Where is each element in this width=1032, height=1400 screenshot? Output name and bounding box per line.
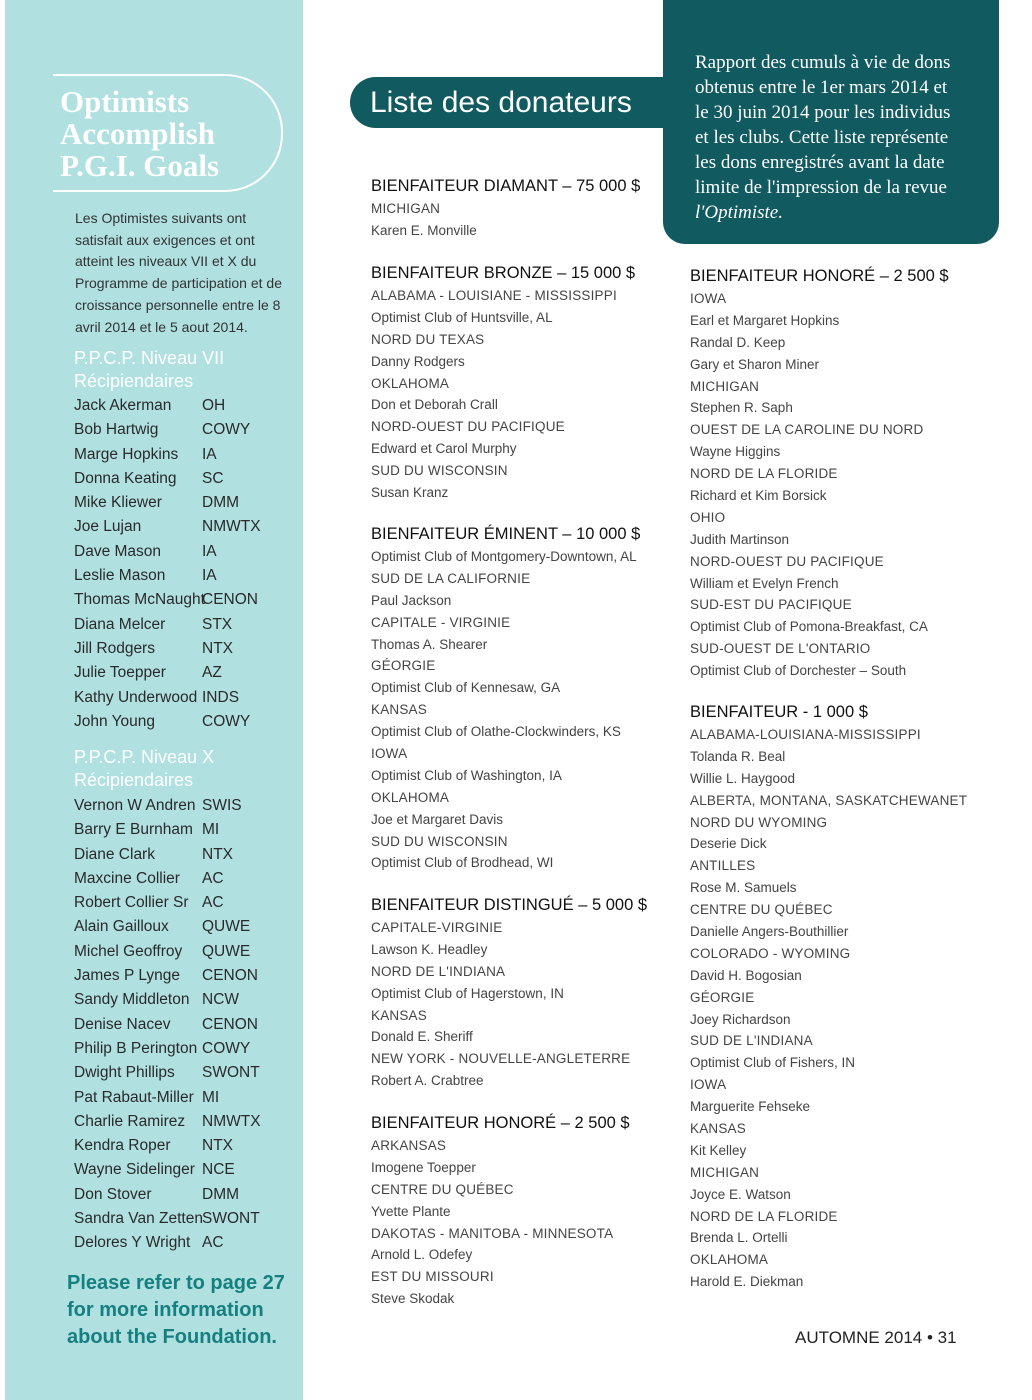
sidebar-title-line: P.G.I. Goals bbox=[60, 148, 220, 183]
district-code: NTX bbox=[202, 845, 233, 863]
donor-list bbox=[371, 1135, 681, 1310]
donor-name: Optimist Club of Hagerstown, IN bbox=[371, 985, 564, 1001]
heading-line: Récipiendaires bbox=[74, 371, 194, 391]
foundation-note bbox=[67, 1270, 307, 1351]
donor-name: Karen E. Monville bbox=[371, 222, 477, 238]
recipient-name: Mike Kliewer bbox=[74, 494, 162, 512]
donor-name: Optimist Club of Brodhead, WI bbox=[371, 855, 554, 871]
district-code: SC bbox=[202, 469, 224, 487]
donor-name: Wayne Higgins bbox=[690, 444, 781, 460]
district-code: MI bbox=[202, 1088, 220, 1106]
donor-name: Richard et Kim Borsick bbox=[690, 488, 827, 504]
recipient-row bbox=[74, 915, 261, 939]
recipient-row bbox=[74, 467, 261, 491]
info-line: obtenus entre le 1er mars 2014 et bbox=[695, 77, 948, 98]
donor-column-left bbox=[371, 0, 671, 1320]
donor-name: Danielle Angers-Bouthillier bbox=[690, 924, 849, 940]
donor-name: Arnold L. Odefey bbox=[371, 1247, 473, 1263]
recipient-name: Delores Y Wright bbox=[74, 1234, 191, 1252]
recipient-name: Wayne Sidelinger bbox=[74, 1161, 195, 1179]
district-code: IA bbox=[202, 445, 217, 463]
donor-section bbox=[371, 893, 681, 1092]
region-label: OKLAHOMA bbox=[690, 1252, 769, 1268]
district-code: NCE bbox=[202, 1161, 235, 1179]
region-label: IOWA bbox=[371, 746, 408, 762]
recipient-row bbox=[74, 1037, 261, 1061]
recipient-row bbox=[74, 515, 261, 539]
recipient-name: Maxcine Collier bbox=[74, 869, 180, 887]
recipient-name: Kendra Roper bbox=[74, 1137, 171, 1155]
donor-name: Optimist Club of Huntsville, AL bbox=[371, 309, 553, 325]
recipient-row bbox=[74, 1061, 261, 1085]
heading-line: P.P.C.P. Niveau X bbox=[74, 747, 215, 767]
district-code: SWIS bbox=[202, 797, 242, 814]
donor-name: Optimist Club of Dorchester – South bbox=[690, 663, 907, 679]
recipient-row bbox=[74, 491, 261, 515]
page-footer: AUTOMNE 2014 • 31 bbox=[795, 1328, 957, 1347]
recipient-name: Michel Geoffroy bbox=[74, 942, 183, 960]
region-label: CENTRE DU QUÉBEC bbox=[371, 1181, 514, 1197]
donor-name: Optimist Club of Olathe-Clockwinders, KS bbox=[371, 724, 621, 740]
region-label: OHIO bbox=[690, 509, 726, 525]
district-code: INDS bbox=[202, 688, 240, 706]
section-heading: BIENFAITEUR - 1 000 $ bbox=[690, 703, 868, 721]
donor-name: Susan Kranz bbox=[371, 485, 449, 501]
recipient-name: Denise Nacev bbox=[74, 1015, 171, 1033]
recipient-name: Don Stover bbox=[74, 1185, 152, 1203]
recipient-name: Marge Hopkins bbox=[74, 445, 179, 463]
donor-list bbox=[690, 288, 1000, 682]
donor-name: Gary et Sharon Miner bbox=[690, 356, 820, 372]
district-code: NCW bbox=[202, 991, 240, 1009]
recipient-row bbox=[74, 564, 261, 588]
district-code: COWY bbox=[202, 421, 251, 439]
donor-name: Lawson K. Headley bbox=[371, 941, 488, 957]
donor-column-right bbox=[690, 0, 990, 1320]
donor-section bbox=[690, 264, 1000, 682]
recipient-row bbox=[74, 443, 261, 467]
region-label: KANSAS bbox=[371, 1007, 427, 1023]
district-code: NMWTX bbox=[202, 518, 261, 536]
donor-name: Optimist Club of Pomona-Breakfast, CA bbox=[690, 619, 928, 635]
district-code: CENON bbox=[202, 1015, 258, 1033]
recipient-row bbox=[74, 891, 261, 915]
region-label: NEW YORK - NOUVELLE-ANGLETERRE bbox=[371, 1051, 631, 1067]
recipient-row bbox=[74, 613, 261, 637]
recipient-name: Barry E Burnham bbox=[74, 821, 193, 839]
recipient-row bbox=[74, 1110, 261, 1134]
sidebar bbox=[5, 0, 303, 1400]
donor-name: William et Evelyn French bbox=[690, 575, 839, 591]
district-code: IA bbox=[202, 542, 217, 560]
donor-list bbox=[371, 546, 681, 874]
recipient-name: Pat Rabaut-Miller bbox=[74, 1088, 194, 1106]
recipient-name: Leslie Mason bbox=[74, 567, 166, 585]
region-label: SUD-EST DU PACIFIQUE bbox=[690, 597, 852, 613]
region-label: CAPITALE-VIRGINIE bbox=[371, 920, 503, 935]
recipient-name: Donna Keating bbox=[74, 469, 177, 487]
donor-name: Earl et Margaret Hopkins bbox=[690, 312, 840, 328]
district-code: NTX bbox=[202, 1137, 233, 1155]
heading-line: Récipiendaires bbox=[74, 770, 194, 790]
recipient-row bbox=[74, 1013, 261, 1037]
donor-section bbox=[371, 261, 681, 504]
section-heading: BIENFAITEUR DIAMANT – 75 000 $ bbox=[371, 177, 641, 195]
region-label: SUD-OUEST DE L'ONTARIO bbox=[690, 641, 871, 657]
region-label: ALBERTA, MONTANA, SASKATCHEWANET bbox=[690, 792, 968, 808]
region-label: COLORADO - WYOMING bbox=[690, 945, 851, 961]
donor-section bbox=[371, 174, 681, 242]
donor-name: Joey Richardson bbox=[690, 1011, 791, 1027]
heading-line: P.P.C.P. Niveau VII bbox=[74, 348, 225, 368]
region-label: OUEST DE LA CAROLINE DU NORD bbox=[690, 422, 924, 438]
recipient-name: James P Lynge bbox=[74, 967, 180, 985]
region-label: NORD DE LA FLORIDE bbox=[690, 466, 838, 482]
recipient-row bbox=[74, 964, 261, 988]
donor-name: Danny Rodgers bbox=[371, 353, 465, 369]
donor-list bbox=[371, 198, 681, 242]
donor-list bbox=[371, 917, 681, 1092]
foundation-note-line: for more information bbox=[67, 1299, 264, 1321]
region-label: ALABAMA-LOUISIANA-MISSISSIPPI bbox=[690, 727, 921, 742]
info-line: Rapport des cumuls à vie de dons bbox=[695, 52, 951, 73]
recipient-row bbox=[74, 1158, 261, 1182]
donor-name: Don et Deborah Crall bbox=[371, 397, 498, 413]
donor-section bbox=[371, 1111, 681, 1310]
recipient-name: Vernon W Andren bbox=[74, 797, 196, 814]
recipient-row bbox=[74, 710, 261, 734]
recipient-row bbox=[74, 794, 261, 818]
niveau-vii-list bbox=[74, 394, 261, 734]
region-label: MICHIGAN bbox=[690, 1164, 760, 1180]
section-heading: BIENFAITEUR ÉMINENT – 10 000 $ bbox=[371, 525, 641, 543]
donor-name: Deserie Dick bbox=[690, 836, 767, 852]
recipient-name: Thomas McNaught bbox=[74, 591, 205, 609]
donor-list bbox=[690, 724, 1000, 1293]
recipient-row bbox=[74, 686, 261, 710]
district-code: SWONT bbox=[202, 1210, 260, 1228]
recipient-row bbox=[74, 988, 261, 1012]
info-italic: l'Optimiste. bbox=[695, 202, 783, 223]
region-label: DAKOTAS - MANITOBA - MINNESOTA bbox=[371, 1225, 614, 1241]
donor-name: Yvette Plante bbox=[371, 1203, 451, 1219]
region-label: IOWA bbox=[690, 1077, 727, 1093]
donor-name: Randal D. Keep bbox=[690, 334, 786, 350]
recipient-row bbox=[74, 1086, 261, 1110]
recipient-row bbox=[74, 394, 261, 418]
info-line: les dons enregistrés avant la date bbox=[695, 152, 945, 173]
donor-name: Stephen R. Saph bbox=[690, 400, 793, 416]
section-heading: BIENFAITEUR BRONZE – 15 000 $ bbox=[371, 264, 636, 282]
donor-name: Optimist Club of Montgomery-Downtown, AL bbox=[371, 549, 637, 564]
region-label: SUD DU WISCONSIN bbox=[371, 463, 508, 479]
region-label: OKLAHOMA bbox=[371, 789, 450, 805]
region-label: EST DU MISSOURI bbox=[371, 1269, 494, 1285]
recipient-name: Philip B Perington bbox=[74, 1039, 198, 1057]
district-code: COWY bbox=[202, 1039, 251, 1057]
sidebar-title bbox=[60, 86, 219, 182]
recipient-row bbox=[74, 540, 261, 564]
recipient-name: Sandy Middleton bbox=[74, 991, 190, 1009]
recipient-row bbox=[74, 637, 261, 661]
donor-name: David H. Bogosian bbox=[690, 967, 802, 983]
recipient-row bbox=[74, 867, 261, 891]
donor-name: Harold E. Diekman bbox=[690, 1274, 804, 1290]
recipient-name: Joe Lujan bbox=[74, 518, 142, 536]
donor-name: Optimist Club of Fishers, IN bbox=[690, 1055, 856, 1071]
recipient-name: Julie Toepper bbox=[74, 664, 166, 682]
donor-name: Tolanda R. Beal bbox=[690, 748, 786, 764]
recipient-name: Kathy Underwood bbox=[74, 688, 198, 706]
district-code: QUWE bbox=[202, 942, 251, 960]
recipient-row bbox=[74, 588, 261, 612]
donor-name: Brenda L. Ortelli bbox=[690, 1230, 788, 1246]
page-title: Liste des donateurs bbox=[370, 86, 632, 119]
recipient-name: Dave Mason bbox=[74, 542, 162, 560]
district-code: IA bbox=[202, 567, 217, 585]
district-code: CENON bbox=[202, 967, 258, 985]
donor-name: Imogene Toepper bbox=[371, 1159, 476, 1175]
recipient-row bbox=[74, 1207, 261, 1231]
recipient-name: Charlie Ramirez bbox=[74, 1112, 186, 1130]
sidebar-title-line: Optimists bbox=[60, 84, 190, 119]
info-line: limite de l'impression de la revue bbox=[695, 177, 947, 198]
foundation-note-line: about the Foundation. bbox=[67, 1326, 277, 1348]
district-code: NMWTX bbox=[202, 1112, 261, 1130]
donor-name: Steve Skodak bbox=[371, 1291, 455, 1307]
region-label: NORD DE L'INDIANA bbox=[371, 963, 506, 979]
region-label: GÉORGIE bbox=[371, 658, 436, 674]
niveau-x-heading bbox=[74, 746, 214, 792]
region-label: MICHIGAN bbox=[371, 201, 441, 216]
region-label: CAPITALE - VIRGINIE bbox=[371, 614, 511, 630]
recipient-name: Sandra Van Zetten bbox=[74, 1210, 203, 1228]
recipient-name: Diana Melcer bbox=[74, 615, 166, 633]
region-label: ALABAMA - LOUISIANE - MISSISSIPPI bbox=[371, 288, 617, 303]
region-label: ARKANSAS bbox=[371, 1138, 447, 1153]
recipient-name: Bob Hartwig bbox=[74, 421, 159, 439]
donor-name: Willie L. Haygood bbox=[690, 770, 796, 786]
donor-section bbox=[690, 700, 1000, 1293]
district-code: AZ bbox=[202, 664, 222, 682]
donor-name: Judith Martinson bbox=[690, 531, 790, 547]
donor-name: Paul Jackson bbox=[371, 592, 452, 608]
donor-name: Joe et Margaret Davis bbox=[371, 811, 504, 827]
recipient-name: Jack Akerman bbox=[74, 397, 172, 414]
district-code: DMM bbox=[202, 1185, 240, 1203]
region-label: KANSAS bbox=[690, 1121, 746, 1137]
region-label: NORD DE LA FLORIDE bbox=[690, 1208, 838, 1224]
donor-list bbox=[371, 285, 681, 504]
region-label: OKLAHOMA bbox=[371, 375, 450, 391]
recipient-row bbox=[74, 940, 261, 964]
sidebar-title-line: Accomplish bbox=[60, 116, 215, 151]
donor-name: Marguerite Fehseke bbox=[690, 1099, 811, 1115]
district-code: COWY bbox=[202, 712, 251, 730]
recipient-row bbox=[74, 843, 261, 867]
region-label: SUD DU WISCONSIN bbox=[371, 833, 508, 849]
recipient-row bbox=[74, 1183, 261, 1207]
district-code: OH bbox=[202, 397, 226, 414]
region-label: NORD DU WYOMING bbox=[690, 814, 828, 830]
region-label: SUD DE LA CALIFORNIE bbox=[371, 570, 531, 586]
region-label: GÉORGIE bbox=[690, 989, 755, 1005]
info-line: le 30 juin 2014 pour les individus bbox=[695, 102, 951, 123]
district-code: STX bbox=[202, 615, 233, 633]
niveau-x-list bbox=[74, 794, 261, 1256]
district-code: AC bbox=[202, 1234, 224, 1252]
recipient-name: Diane Clark bbox=[74, 845, 155, 863]
region-label: MICHIGAN bbox=[690, 378, 760, 394]
region-label: KANSAS bbox=[371, 702, 427, 718]
donor-name: Robert A. Crabtree bbox=[371, 1073, 484, 1089]
recipient-row bbox=[74, 1134, 261, 1158]
donor-name: Joyce E. Watson bbox=[690, 1186, 791, 1202]
niveau-vii-heading bbox=[74, 347, 224, 393]
recipient-name: John Young bbox=[74, 712, 156, 730]
recipient-row bbox=[74, 818, 261, 842]
region-label: NORD DU TEXAS bbox=[371, 331, 485, 347]
district-code: CENON bbox=[202, 591, 258, 609]
district-code: AC bbox=[202, 869, 224, 887]
district-code: QUWE bbox=[202, 918, 251, 936]
donor-name: Edward et Carol Murphy bbox=[371, 441, 517, 457]
recipient-row bbox=[74, 661, 261, 685]
district-code: SWONT bbox=[202, 1064, 260, 1082]
district-code: NTX bbox=[202, 639, 233, 657]
info-line: et les clubs. Cette liste représente bbox=[695, 127, 949, 148]
district-code: DMM bbox=[202, 494, 240, 512]
region-label: NORD-OUEST DU PACIFIQUE bbox=[371, 419, 565, 435]
donor-name: Rose M. Samuels bbox=[690, 880, 797, 896]
recipient-row bbox=[74, 1231, 261, 1255]
region-label: SUD DE L'INDIANA bbox=[690, 1033, 813, 1049]
region-label: ANTILLES bbox=[690, 858, 756, 874]
donor-name: Optimist Club of Kennesaw, GA bbox=[371, 680, 561, 696]
donor-name: Kit Kelley bbox=[690, 1142, 747, 1158]
region-label: NORD-OUEST DU PACIFIQUE bbox=[690, 553, 884, 569]
section-heading: BIENFAITEUR HONORÉ – 2 500 $ bbox=[690, 267, 949, 285]
recipient-name: Alain Gailloux bbox=[74, 918, 169, 936]
section-heading: BIENFAITEUR DISTINGUÉ – 5 000 $ bbox=[371, 896, 648, 914]
region-label: CENTRE DU QUÉBEC bbox=[690, 902, 833, 918]
donor-name: Optimist Club of Washington, IA bbox=[371, 767, 562, 783]
recipient-name: Jill Rodgers bbox=[74, 639, 155, 657]
section-heading: BIENFAITEUR HONORÉ – 2 500 $ bbox=[371, 1114, 630, 1132]
donor-name: Donald E. Sheriff bbox=[371, 1029, 473, 1045]
foundation-note-line: Please refer to page 27 bbox=[67, 1272, 285, 1294]
region-label: IOWA bbox=[690, 291, 727, 306]
donor-section bbox=[371, 522, 681, 874]
donor-name: Thomas A. Shearer bbox=[371, 636, 488, 652]
recipient-name: Dwight Phillips bbox=[74, 1064, 175, 1082]
district-code: AC bbox=[202, 894, 224, 912]
recipient-row bbox=[74, 418, 261, 442]
district-code: MI bbox=[202, 821, 220, 839]
recipient-name: Robert Collier Sr bbox=[74, 894, 189, 912]
sidebar-intro: Les Optimistes suivants ont satisfait aux exigences et ont atteint les niveaux VII et X du Programme de participation et de croissance personnelle entre le 8 avril 2014 et le 5 aout 2014. bbox=[75, 210, 282, 335]
